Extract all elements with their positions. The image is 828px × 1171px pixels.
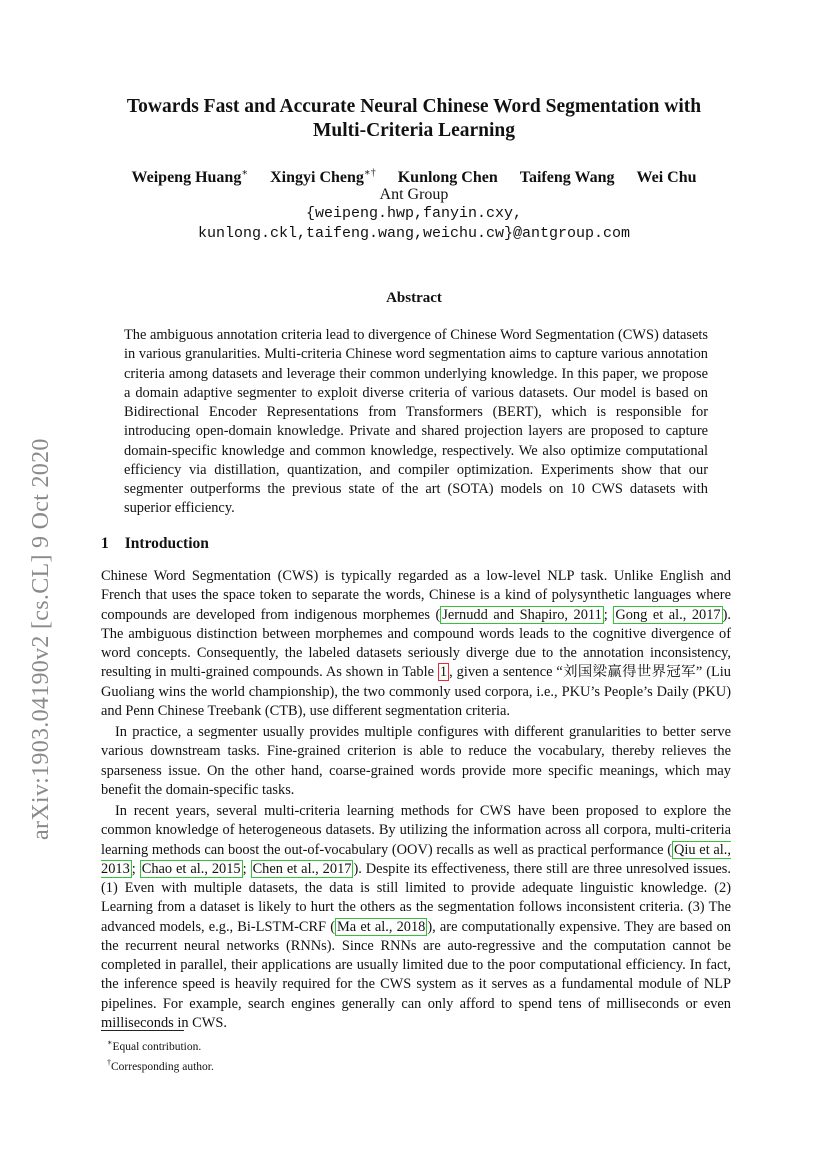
footnotes (101, 1035, 731, 1075)
citation-link[interactable]: Ma et al., 2018 (337, 918, 426, 935)
citation-link[interactable]: Qiu et al., 2013 (101, 841, 731, 877)
abstract-text: The ambiguous annotation criteria lead to divergence of Chinese Word Segmentation (CWS) datasets in various granularities. Multi-criteria Chinese word segmentation aims to capture various annotation criteria among datasets and leverage their common underlying knowledge. In this paper, we propose a domain adaptive segmenter to exploit diverse criteria of various datasets. Our model is based on Bidirectional Encoder Representations from Transformers (BERT), which is responsible for introducing open-domain knowledge. Private and shared projection layers are proposed to capture domain-specific knowledge and common knowledge, respectively. We also optimize computational efficiency via distillation, quantization, and compiler optimization. Experiments show that our segmenter outperforms the previous state of the art (SOTA) models on 10 CWS datasets with superior efficiency. (124, 327, 708, 517)
citation-link[interactable]: Jernudd and Shapiro, 2011 (442, 606, 602, 623)
author: Xingyi Cheng∗† (270, 168, 376, 187)
footnote: ∗Equal contribution. (107, 1038, 202, 1053)
paragraph-3: In recent years, several multi-criteria learning methods for CWS have been proposed to explore the common knowledge of heterogeneous datasets. By utilizing the information across all corpora, multi-criteria learning methods can boost the out-of-vocabulary (OOV) recalls as well as practical performance ( Qiu et al., 2013 ; Chao et al., 2015 ; Chen et al., 2017 ). Despite its effectiveness, there still are three unresolved issues. (1) Even with multiple datasets, the data is still limited to provide adequate linguistic knowledge. (2) Learning from a dataset is likely to hurt the others as the segmentation follows inconsistent criteria. (3) The advanced models, e.g., Bi-LSTM-CRF ( Ma et al., 2018 ), are computationally expensive. They are based on the recurrent neural networks (RNNs). Since RNNs are auto-regressive and the computation cannot be completed in parallel, their applications are usually limited due to the poor computational efficiency. In fact, the inference speed is heavily required for the CWS system as it serves as a fundamental module of NLP pipelines. For example, search engines generally can only afford to spend tens of milliseconds or even milliseconds in CWS. (101, 803, 731, 1031)
author: Weipeng Huang∗ (131, 168, 249, 187)
abstract-heading: Abstract (386, 290, 442, 306)
body-text (101, 567, 731, 1033)
citation-link[interactable]: Chen et al., 2017 (252, 860, 352, 877)
author-emails (90, 204, 738, 244)
citation-link[interactable]: Gong et al., 2017 (615, 606, 721, 623)
author: Kunlong Chen (397, 169, 498, 187)
table-reference-link[interactable]: 1 (439, 664, 448, 681)
affiliation: Ant Group (379, 186, 449, 203)
citation-link[interactable]: Chao et al., 2015 (141, 860, 241, 877)
paper-title (90, 95, 738, 143)
title-line-1: Towards Fast and Accurate Neural Chinese Word Segmentation with (126, 96, 702, 117)
author: Wei Chu (636, 169, 697, 187)
footnote: †Corresponding author. (107, 1057, 214, 1073)
title-line-2: Multi-Criteria Learning (313, 120, 515, 141)
email-line-2: kunlong.ckl,taifeng.wang,weichu.cw}@antgroup.com (197, 225, 631, 242)
paragraph-2: In practice, a segmenter usually provides multiple configures with different granularities to better serve various downstream tasks. Fine-grained criterion is able to reduce the vocabulary, thereby relieves the sparseness issue. On the other hand, coarse-grained words provide more specific meanings, which may benefit the domain-specific tasks. (101, 724, 731, 798)
section-title: Introduction (124, 535, 209, 552)
section-number: 1 (101, 535, 109, 552)
paragraph-1: Chinese Word Segmentation (CWS) is typically regarded as a low-level NLP task. Unlike English and French that uses the space token to separate the words, Chinese is a kind of polysynthetic languages where compounds are developed from indigenous morphemes ( Jernudd and Shapiro, 2011 ; Gong et al., 2017 ). The ambiguous distinction between morphemes and compound words leads to the cognitive divergence of word concepts. Consequently, the labeled datasets seriously diverge due to the annotation inconsistency, resulting in multi-grained compounds. As shown in Table 1 , given a sentence “刘国梁赢得世界冠军” (Liu Guoliang wins the world championship), the two commonly used corpora, i.e., PKU’s People’s Daily (PKU) and Penn Chinese Treebank (CTB), use different segmentation criteria. (101, 568, 731, 719)
author: Taifeng Wang (519, 169, 615, 187)
footnote-divider (101, 1030, 184, 1031)
section-heading (101, 534, 209, 554)
email-line-1: {weipeng.hwp,fanyin.cxy, (305, 205, 523, 222)
arxiv-identifier: arXiv:1903.04190v2 [cs.CL] 9 Oct 2020 (28, 438, 54, 840)
